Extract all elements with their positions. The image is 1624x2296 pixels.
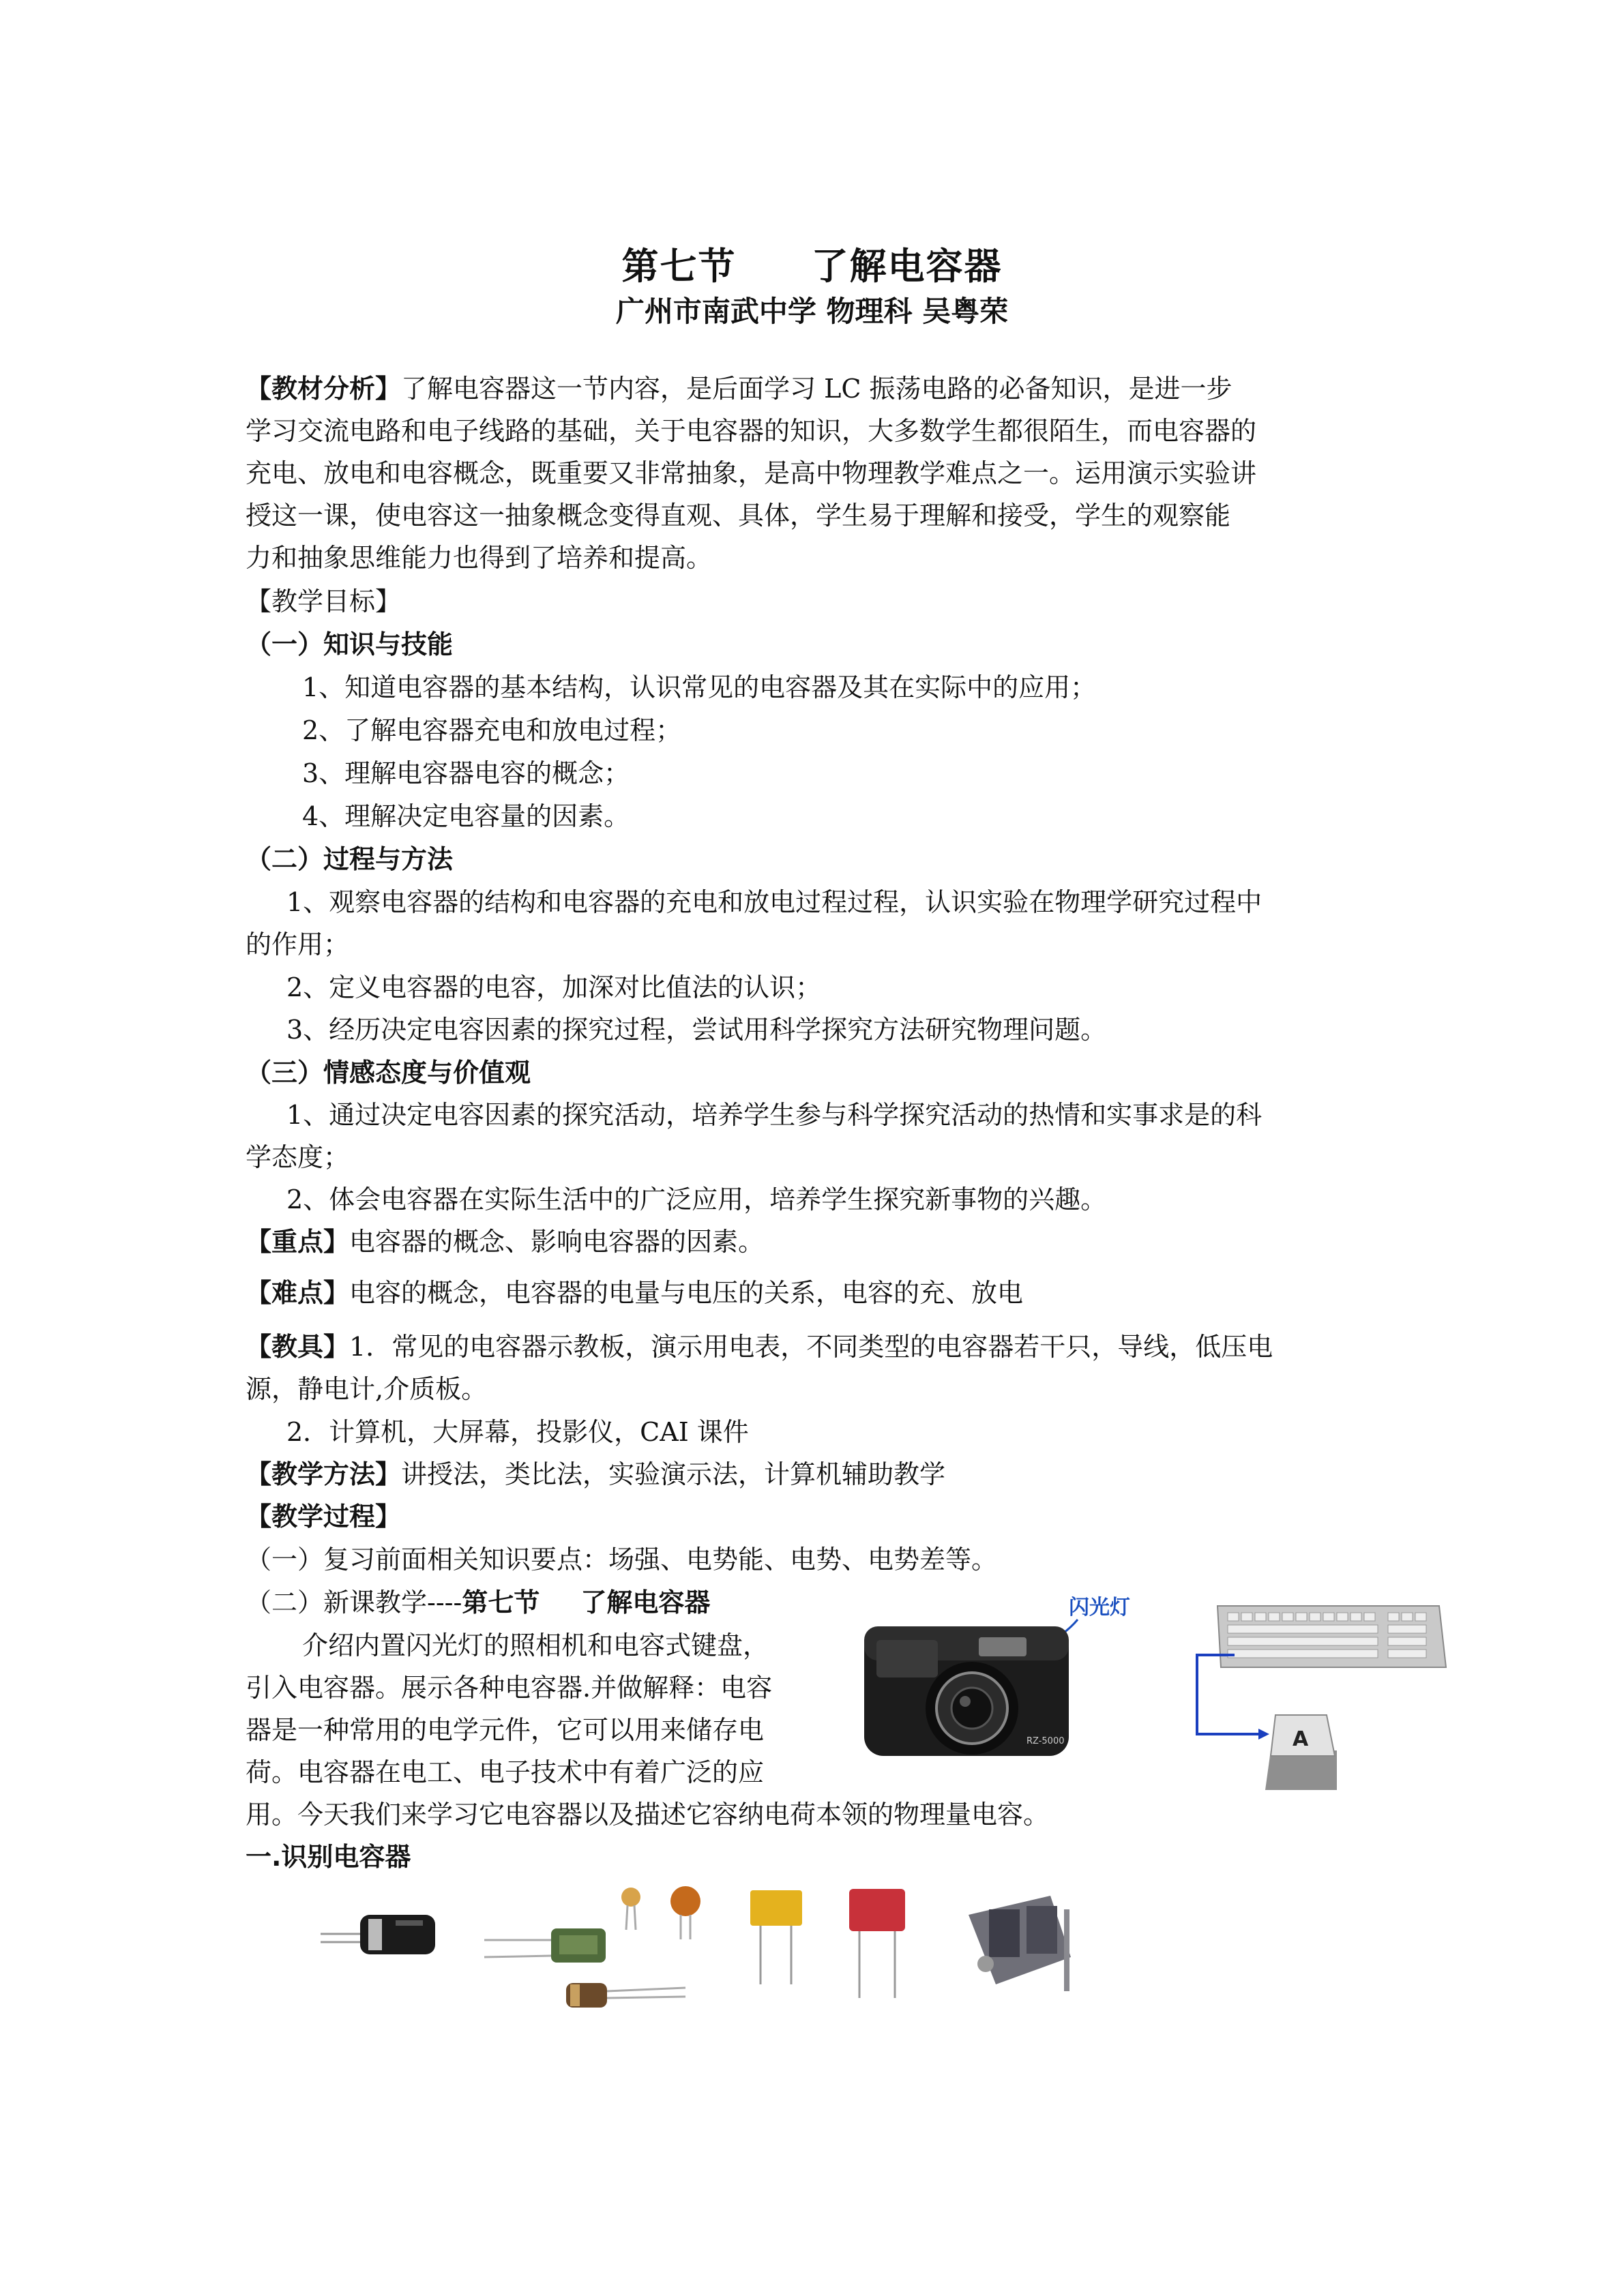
- film-capacitor-icon: [484, 1928, 606, 1963]
- knowledge-item-4: 4、理解决定电容量的因素。: [302, 801, 630, 831]
- intro-line-3: 器是一种常用的电学元件，它可以用来储存电: [246, 1715, 765, 1745]
- tools-line-1: 【教具】1．常见的电容器示教板，演示用电表，不同类型的电容器若干只，导线，低压电: [246, 1332, 1273, 1362]
- flash-label: 闪光灯: [1069, 1596, 1130, 1620]
- review-line: （一）复习前面相关知识要点：场强、电势能、电势、电势差等。: [246, 1545, 998, 1575]
- keyboard-figure: [1190, 1592, 1449, 1797]
- attitude-heading: （三）情感态度与价值观: [246, 1058, 531, 1088]
- analysis-line-2: 学习交流电路和电子线路的基础，关于电容器的知识，大多数学生都很陌生，而电容器的: [246, 416, 1257, 446]
- intro-line-1: 介绍内置闪光灯的照相机和电容式键盘，: [302, 1630, 769, 1660]
- analysis-line-1: 【教材分析】了解电容器这一节内容，是后面学习 LC 振荡电路的必备知识，是进一步: [246, 374, 1232, 404]
- camera-model-label: RZ-5000: [1027, 1736, 1065, 1746]
- key-point-line: 【重点】电容器的概念、影响电容器的因素。: [246, 1227, 765, 1257]
- knowledge-item-3: 3、理解电容器电容的概念；: [302, 758, 630, 788]
- yellow-box-capacitor-icon: [750, 1890, 802, 1984]
- red-box-capacitor-icon: [849, 1889, 905, 1998]
- ceramic-capacitor-small-icon: [621, 1888, 640, 1930]
- tools-line-2: 源，静电计,介质板。: [246, 1374, 488, 1404]
- camera-figure: [856, 1592, 1142, 1770]
- difficulty-line: 【难点】电容的概念，电容器的电量与电压的关系，电容的充、放电: [246, 1278, 1024, 1308]
- intro-line-2: 引入电容器。展示各种电容器.并做解释：电容: [246, 1673, 773, 1703]
- process-line-2: 的作用；: [246, 929, 350, 959]
- goals-heading: 【教学目标】: [246, 586, 402, 616]
- page-title: [0, 237, 1624, 290]
- electrolytic-capacitor-icon: [321, 1915, 435, 1954]
- author-line: 广州市南武中学 物理科 吴粤荣: [615, 295, 1009, 328]
- attitude-line-3: 2、体会电容器在实际生活中的广泛应用，培养学生探究新事物的兴趣。: [286, 1184, 1107, 1214]
- process-line-4: 3、经历决定电容因素的探究过程，尝试用科学探究方法研究物理问题。: [286, 1015, 1107, 1045]
- method-line: 【教学方法】讲授法，类比法，实验演示法，计算机辅助教学: [246, 1459, 946, 1489]
- knowledge-item-2: 2、了解电容器充电和放电过程；: [302, 715, 682, 745]
- new-lesson-line: （二）新课教学----第七节 了解电容器: [246, 1587, 711, 1617]
- small-electrolytic-capacitor-icon: [566, 1983, 685, 2008]
- analysis-heading: 【教材分析】: [246, 374, 402, 404]
- knowledge-heading: （一）知识与技能: [246, 629, 454, 659]
- knowledge-item-1: 1、知道电容器的基本结构，认识常见的电容器及其在实际中的应用；: [302, 672, 1097, 702]
- identify-capacitors-heading: 一.识别电容器: [246, 1842, 411, 1872]
- teaching-process-heading: 【教学过程】: [246, 1502, 402, 1532]
- analysis-line-4: 授这一课，使电容这一抽象概念变得直观、具体，学生易于理解和接受，学生的观察能: [246, 501, 1231, 531]
- section-number: 第七节: [621, 244, 737, 288]
- process-line-3: 2、定义电容器的电容，加深对比值法的认识；: [286, 972, 822, 1002]
- variable-capacitor-icon: [969, 1896, 1071, 1991]
- ceramic-capacitor-large-icon: [670, 1886, 700, 1939]
- section-title: 了解电容器: [811, 244, 1003, 288]
- intro-line-5: 用。今天我们来学习它电容器以及描述它容纳电荷本领的物理量电容。: [246, 1800, 1050, 1830]
- capacitors-figure: [314, 1882, 1105, 2018]
- analysis-line-3: 充电、放电和电容概念，既重要又非常抽象，是高中物理教学难点之一。运用演示实验讲: [246, 458, 1257, 488]
- tools-line-3: 2．计算机，大屏幕，投影仪，CAI 课件: [286, 1417, 749, 1447]
- svg-text:A: A: [1293, 1727, 1309, 1751]
- analysis-line-5: 力和抽象思维能力也得到了培养和提高。: [246, 543, 713, 573]
- process-line-1: 1、观察电容器的结构和电容器的充电和放电过程过程，认识实验在物理学研究过程中: [286, 887, 1263, 917]
- intro-line-4: 荷。电容器在电工、电子技术中有着广泛的应: [246, 1757, 765, 1787]
- attitude-line-1: 1、通过决定电容因素的探究活动，培养学生参与科学探究活动的热情和实事求是的科: [286, 1100, 1263, 1130]
- attitude-line-2: 学态度；: [246, 1142, 350, 1172]
- process-method-heading: （二）过程与方法: [246, 844, 454, 874]
